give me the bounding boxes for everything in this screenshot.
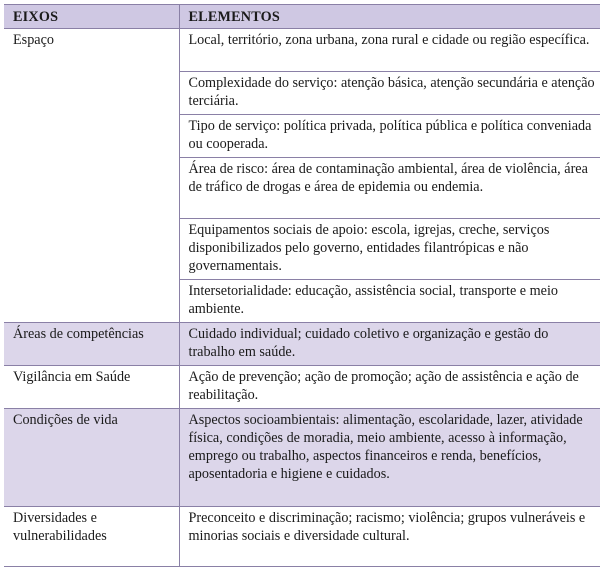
element-competencias: Cuidado individual; cuidado coletivo e organização e gestão do trabalho em saúde. [179,323,600,366]
element-complexidade: Complexidade do serviço: atenção básica, atenção secundária e atenção terciária. [179,72,600,115]
axis-espaco: Espaço [4,29,179,323]
header-eixos: EIXOS [4,5,179,29]
element-intersetorialidade: Intersetorialidade: educação, assistência social, transporte e meio ambiente. [179,280,600,323]
axis-competencias: Áreas de competências [4,323,179,366]
table-header-row [4,5,600,29]
table-row-diversidades [4,507,600,567]
table-row-vigilancia [4,366,600,409]
table-row-espaco [4,29,600,72]
axes-elements-table [4,4,600,567]
axis-diversidades: Diversidades e vulnerabilidades [4,507,179,567]
element-diversidades: Preconceito e discriminação; racismo; violência; grupos vulneráveis e minorias sociais e diversidade cultural. [179,507,600,567]
element-equipamentos: Equipamentos sociais de apoio: escola, igrejas, creche, serviços disponibilizados pelo governo, entidades filantrópicas e não governamentais. [179,219,600,280]
element-vigilancia: Ação de prevenção; ação de promoção; ação de assistência e ação de reabilitação. [179,366,600,409]
axis-vigilancia: Vigilância em Saúde [4,366,179,409]
element-condicoes: Aspectos socioambientais: alimentação, escolaridade, lazer, atividade física, condições de moradia, meio ambiente, acesso à informação, emprego ou trabalho, aspectos financeiros e renda, benefícios, aposentadoria e higiene e cuidados. [179,409,600,507]
element-local: Local, território, zona urbana, zona rural e cidade ou região específica. [179,29,600,72]
element-area-risco: Área de risco: área de contaminação ambiental, área de violência, área de tráfico de drogas e área de epidemia ou endemia. [179,158,600,219]
table-row-condicoes [4,409,600,507]
header-elementos: ELEMENTOS [179,5,600,29]
element-tipo-servico: Tipo de serviço: política privada, política pública e política conveniada ou cooperada. [179,115,600,158]
axis-condicoes: Condições de vida [4,409,179,507]
table-row-competencias [4,323,600,366]
